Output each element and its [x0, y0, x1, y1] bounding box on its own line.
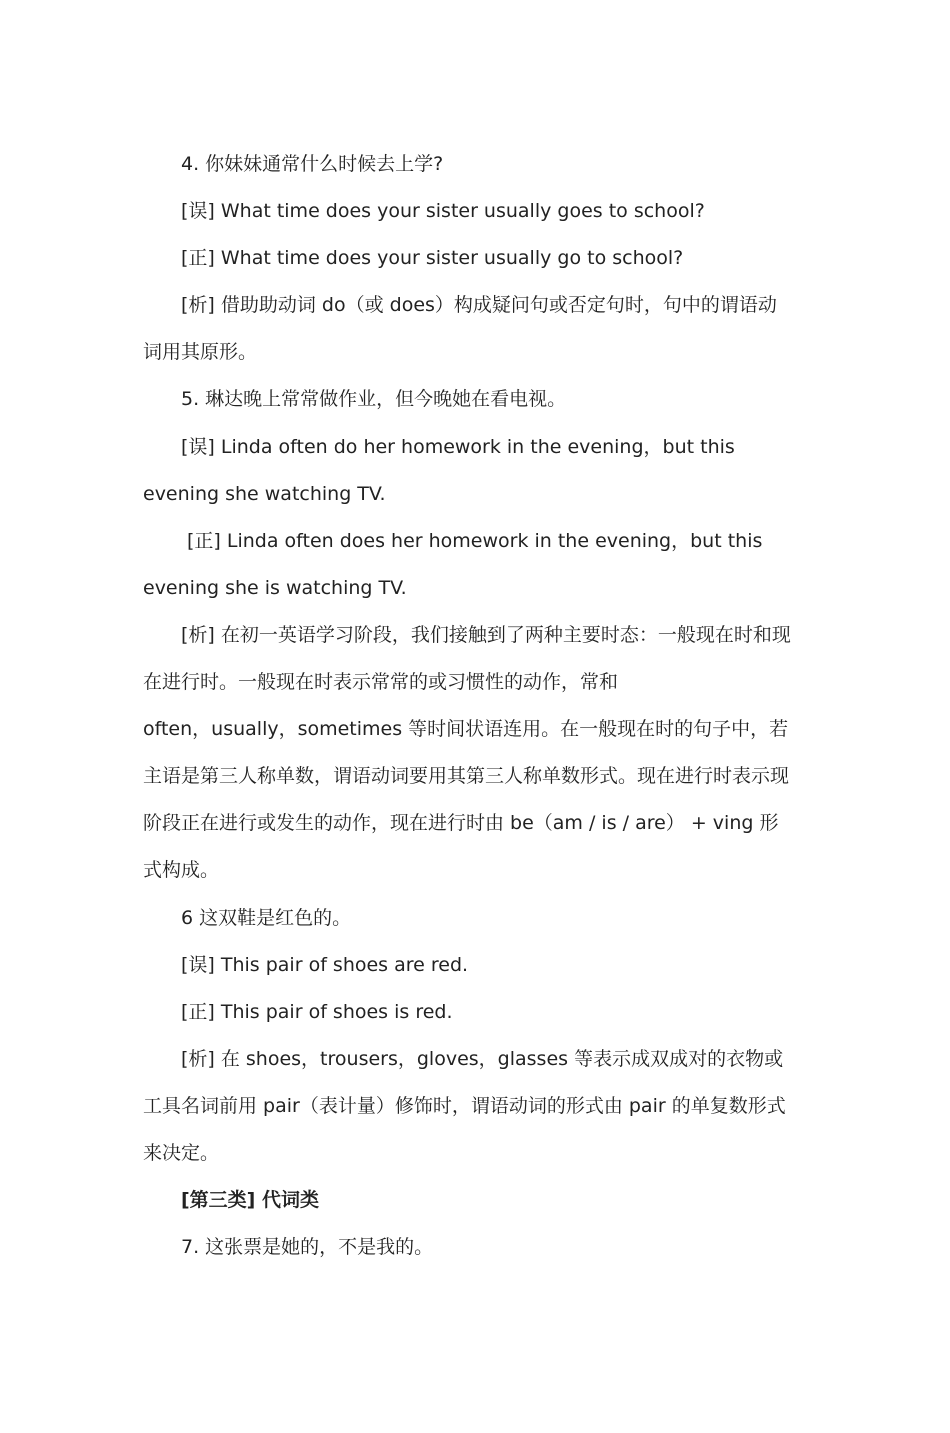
- question-6-correct: [正] This pair of shoes is red.: [181, 1000, 453, 1023]
- question-6-title: 6 这双鞋是红色的。: [181, 906, 352, 929]
- question-5-analysis-part1: [析] 在初一英语学习阶段，我们接触到了两种主要时态：一般现在时和现在进行时。一般现在时表示常常的或习惯性的动作，常和: [143, 623, 791, 694]
- question-5-analysis-part2: often，usually，sometimes 等时间状语连用。在一般现在时的句子中，若主语是第三人称单数，谓语动词要用其第三人称单数形式。现在进行时表示现阶段正在进行或发生的动作，现在进行时由 be（am / is / are） + ving 形式构成。: [143, 718, 790, 882]
- question-6-wrong: [误] This pair of shoes are red.: [181, 953, 469, 976]
- question-4-wrong: [误] What time does your sister usually goes to school?: [181, 200, 705, 223]
- question-4-title: 4. 你妹妹通常什么时候去上学?: [181, 153, 444, 175]
- question-4-analysis: [析] 借助助动词 do（或 does）构成疑问句或否定句时，句中的谓语动词用其原形。: [143, 294, 777, 364]
- question-5-correct: [正] Linda often does her homework in the evening，but this evening she is watching TV.: [143, 529, 763, 599]
- question-5-title: 5. 琳达晚上常常做作业，但今晚她在看电视。: [181, 388, 567, 411]
- question-5-wrong: [误] Linda often do her homework in the evening，but this evening she watching TV.: [143, 435, 735, 505]
- question-6-analysis: [析] 在 shoes，trousers，gloves，glasses 等表示成双成对的衣物或工具名词前用 pair（表计量）修饰时，谓语动词的形式由 pair 的单复数形式来决定。: [143, 1047, 786, 1164]
- section-3-heading: [第三类] 代词类: [181, 1189, 319, 1212]
- question-7-title: 7. 这张票是她的，不是我的。: [181, 1236, 434, 1259]
- question-4-correct: [正] What time does your sister usually go to school?: [181, 247, 684, 270]
- document-page: [143, 141, 793, 1271]
